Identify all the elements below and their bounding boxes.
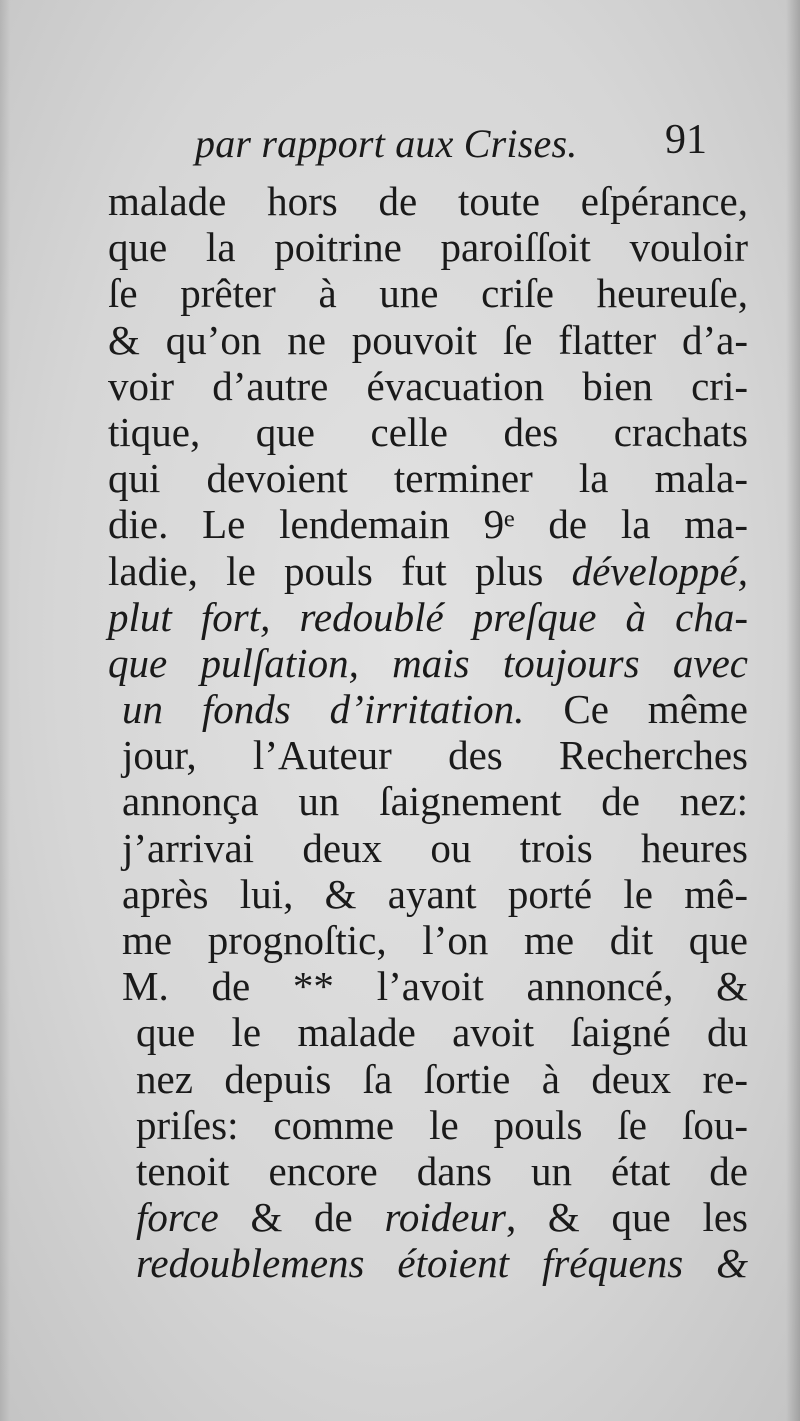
italic-text: roideur — [384, 1194, 506, 1241]
text-line — [108, 548, 748, 594]
text-line — [108, 178, 748, 224]
roman-text: tenoit encore dans un état de — [136, 1147, 748, 1194]
roman-text: qui devoient terminer la mala- — [108, 455, 748, 502]
roman-text: & de — [218, 1194, 385, 1241]
text-line — [108, 1194, 748, 1240]
text-line — [108, 501, 748, 547]
roman-text: M. de ** l’avoit annoncé, & — [122, 963, 748, 1010]
roman-text: , & que les — [505, 1194, 749, 1241]
text-line — [108, 455, 748, 501]
roman-text: nez depuis ſa ſortie à deux re- — [136, 1055, 748, 1102]
text-line — [108, 1148, 748, 1194]
text-line — [108, 409, 748, 455]
text-line — [108, 640, 748, 686]
text-line — [108, 732, 748, 778]
roman-text: annonça un ſaignement de nez: — [122, 778, 748, 825]
body-text — [108, 178, 748, 1287]
text-line — [108, 1240, 748, 1286]
text-line — [108, 963, 748, 1009]
roman-text: j’arrivai deux ou trois heures — [122, 824, 748, 871]
text-line — [108, 1056, 748, 1102]
text-line — [108, 594, 748, 640]
roman-text: die. Le lendemain 9ᵉ de la ma- — [108, 501, 748, 548]
text-line — [108, 778, 748, 824]
roman-text: que le malade avoit ſaigné du — [136, 1009, 748, 1056]
roman-text: que la poitrine paroiſſoit vouloir — [108, 224, 748, 271]
roman-text: & qu’on ne pouvoit ſe flatter d’a- — [108, 316, 748, 363]
text-line — [108, 1009, 748, 1055]
roman-text: me prognoſtic, l’on me dit que — [122, 917, 748, 963]
roman-text: Ce même — [524, 686, 748, 733]
text-line — [108, 270, 748, 316]
roman-text: ladie, le pouls fut plus — [108, 547, 572, 594]
running-header — [195, 116, 715, 172]
italic-text: force — [136, 1194, 219, 1241]
italic-text: un fonds d’irritation. — [122, 686, 525, 733]
text-line — [108, 1102, 748, 1148]
italic-text: plut fort, redoublé preſque à cha- — [108, 593, 748, 640]
page-number: 91 — [665, 117, 707, 163]
page-right-shadow — [786, 0, 800, 1421]
text-line — [108, 686, 748, 732]
text-line — [108, 917, 748, 963]
roman-text: tique, que celle des crachats — [108, 408, 748, 455]
text-line — [108, 224, 748, 270]
roman-text: voir d’autre évacuation bien cri- — [108, 362, 748, 409]
roman-text: malade hors de toute eſpérance, — [108, 178, 748, 224]
roman-text: ſe prêter à une criſe heureuſe, — [108, 270, 748, 317]
text-line — [108, 363, 748, 409]
roman-text: jour, l’Auteur des Recherches — [122, 732, 748, 779]
running-title: par rapport aux Crises. — [195, 121, 578, 166]
text-line — [108, 317, 748, 363]
italic-text: redoublemens étoient fréquens & — [136, 1240, 748, 1287]
text-line — [108, 871, 748, 917]
roman-text: après lui, & ayant porté le mê- — [122, 870, 748, 917]
page-left-shadow — [0, 0, 10, 1421]
text-line — [108, 825, 748, 871]
italic-text: que pulſation, mais toujours avec — [108, 639, 748, 686]
italic-text: développé, — [571, 547, 748, 594]
roman-text: priſes: comme le pouls ſe ſou- — [136, 1101, 748, 1148]
